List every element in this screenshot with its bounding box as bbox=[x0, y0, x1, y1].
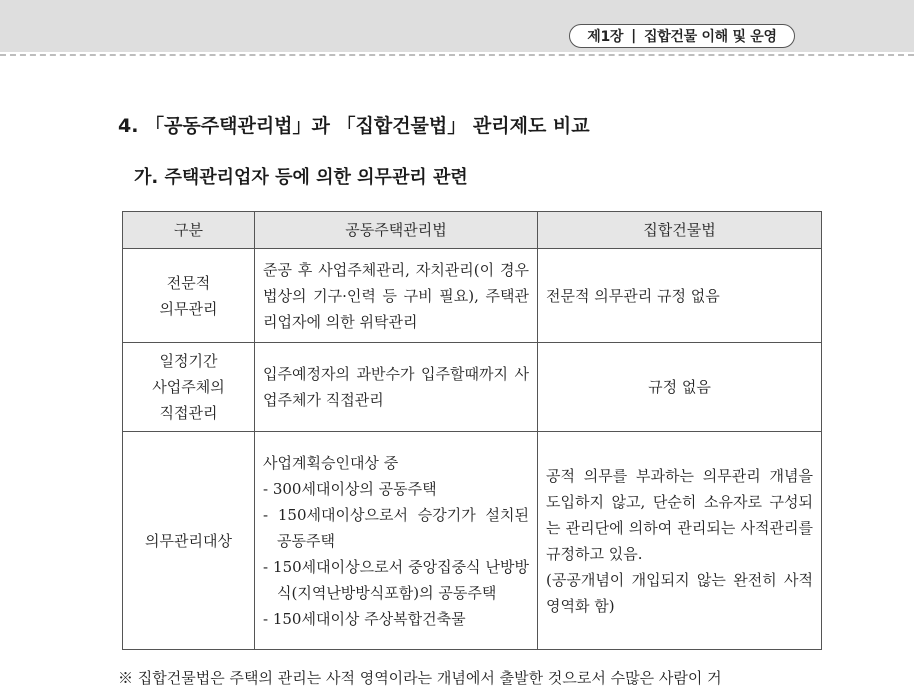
cell-text: 입주예정자의 과반수가 입주할때까지 사업주체가 직접관리 bbox=[263, 365, 529, 409]
category-line: 의무관리 bbox=[159, 299, 218, 318]
table-header-row bbox=[123, 212, 822, 249]
housing-act-cell bbox=[255, 432, 538, 650]
row-category bbox=[123, 432, 255, 650]
building-act-cell bbox=[538, 343, 822, 432]
header-housing-act: 공동주택관리법 bbox=[255, 212, 538, 249]
chapter-separator: | bbox=[631, 28, 636, 44]
chapter-number: 제1장 bbox=[587, 29, 624, 45]
section-title: 4. 「공동주택관리법」과 「집합건물법」 관리제도 비교 bbox=[118, 115, 590, 137]
cell-text: 규정 없음 bbox=[648, 378, 711, 396]
bullet-item: - 300세대이상의 공동주택 bbox=[263, 479, 437, 498]
building-act-cell bbox=[538, 249, 822, 343]
category-line: 의무관리대상 bbox=[145, 531, 232, 550]
table-row bbox=[123, 343, 822, 432]
category-line: 전문적 bbox=[166, 273, 211, 292]
comparison-table bbox=[122, 211, 822, 650]
row-category bbox=[123, 249, 255, 343]
housing-act-cell bbox=[255, 249, 538, 343]
category-line: 직접관리 bbox=[159, 404, 218, 422]
cell-text: (공공개념이 개입되지 않는 완전히 사적 영역화 함) bbox=[546, 570, 813, 615]
cell-text: 준공 후 사업주체관리, 자치관리(이 경우 법상의 기구·인력 등 구비 필요), 주택관리업자에 의한 위탁관리 bbox=[263, 260, 529, 331]
header-divider bbox=[0, 54, 914, 56]
table-row bbox=[123, 432, 822, 650]
housing-act-cell bbox=[255, 343, 538, 432]
category-line: 일정기간 bbox=[159, 352, 218, 370]
category-line: 사업주체의 bbox=[152, 378, 225, 396]
bullet-item: - 150세대이상 주상복합건축물 bbox=[263, 609, 466, 628]
bullet-item: - 150세대이상으로서 승강기가 설치된 공동주택 bbox=[263, 505, 529, 550]
header-category: 구분 bbox=[123, 212, 255, 249]
chapter-title: 집합건물 이해 및 운영 bbox=[643, 29, 777, 45]
subsection-title: 가. 주택관리업자 등에 의한 의무관리 관련 bbox=[134, 167, 468, 188]
chapter-badge bbox=[569, 24, 795, 48]
table-row bbox=[123, 249, 822, 343]
row-category bbox=[123, 343, 255, 432]
cell-text: 전문적 의무관리 규정 없음 bbox=[546, 286, 720, 305]
cell-text: 사업계획승인대상 중 bbox=[263, 453, 399, 472]
building-act-cell bbox=[538, 432, 822, 650]
footnote: ※ 집합건물법은 주택의 관리는 사적 영역이라는 개념에서 출발한 것으로서 수많은 사람이 거 bbox=[118, 669, 722, 687]
header-building-act: 집합건물법 bbox=[538, 212, 822, 249]
bullet-item: - 150세대이상으로서 중앙집중식 난방방식(지역난방방식포함)의 공동주택 bbox=[263, 557, 529, 602]
cell-text: 공적 의무를 부과하는 의무관리 개념을 도입하지 않고, 단순히 소유자로 구성되는 관리단에 의하여 관리되는 사적관리를 규정하고 있음. bbox=[546, 466, 813, 563]
